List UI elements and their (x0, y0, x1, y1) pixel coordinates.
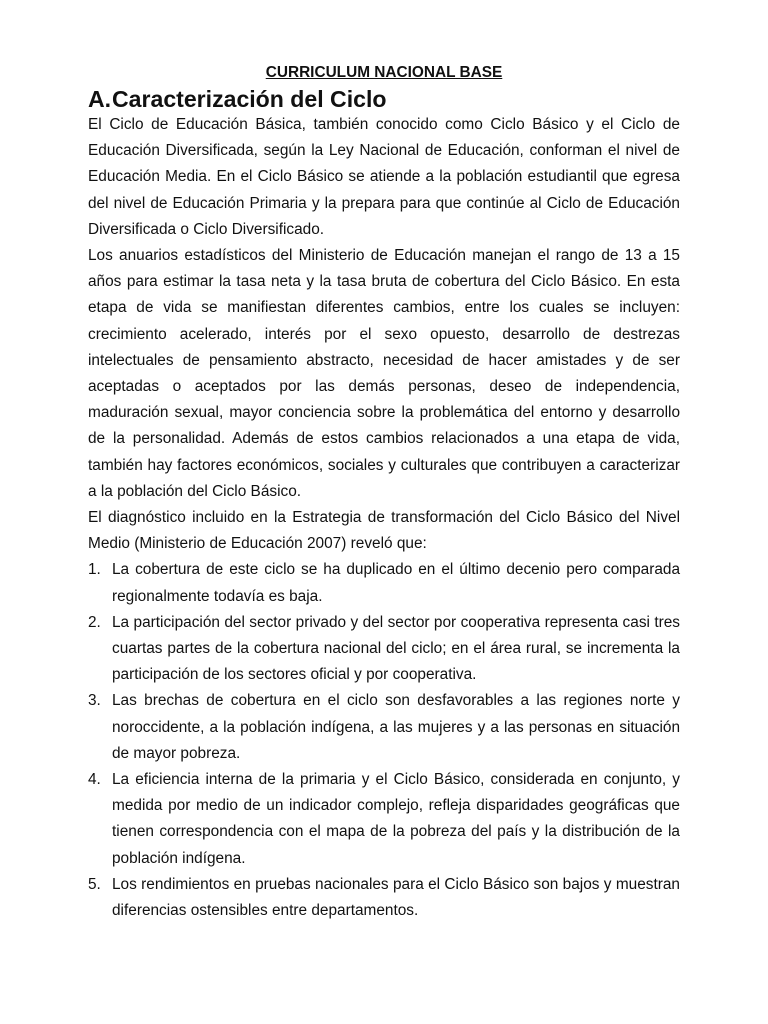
paragraph: Los anuarios estadísticos del Ministerio de Educación manejan el rango de 13 a 15 años para estimar la tasa neta y la tasa bruta de cobertura del Ciclo Básico. En esta etapa de vida se manifiestan diferentes cambios, entre los cuales se incluyen: crecimiento acelerado, interés por el sexo opuesto, desarrollo de destrezas intelectuales de pensamiento abstracto, necesidad de hacer amistades y de ser aceptadas o aceptados por las demás personas, deseo de independencia, maduración sexual, mayor conciencia sobre la problemática del entorno y desarrollo de la personalidad. Además de estos cambios relacionados a una etapa de vida, también hay factores económicos, sociales y culturales que contribuyen a caracterizar a la población del Ciclo Básico. (88, 247, 680, 500)
list-item-number: 5. (88, 875, 101, 893)
section-letter: A. (88, 86, 112, 112)
paragraph: El diagnóstico incluido en la Estrategia de transformación del Ciclo Básico del Nivel Medio (Ministerio de Educación 2007) reveló que: (88, 509, 680, 553)
list-item-text: La eficiencia interna de la primaria y el Ciclo Básico, considerada en conjunto, y medida por medio de un indicador complejo, refleja disparidades geográficas que tienen correspondencia con el mapa de la pobreza del país y la distribución de la población indígena. (112, 771, 680, 867)
document-page (88, 60, 680, 924)
list-item-text: La participación del sector privado y del sector por cooperativa representa casi tres cuartas partes de la cobertura nacional del ciclo; en el área rural, se incrementa la participación de los sectores oficial y por cooperativa. (112, 613, 680, 684)
list-item-number: 1. (88, 561, 101, 579)
list-item-number: 3. (88, 692, 101, 710)
paragraph: El Ciclo de Educación Básica, también conocido como Ciclo Básico y el Ciclo de Educación Diversificada, según la Ley Nacional de Educación, conforman el nivel de Educación Media. En el Ciclo Básico se atiende a la población estudiantil que egresa del nivel de Educación Primaria y la prepara para que continúe al Ciclo de Educación Diversificada o Ciclo Diversificado. (88, 116, 680, 238)
list-item-text: Los rendimientos en pruebas nacionales para el Ciclo Básico son bajos y muestran diferencias ostensibles entre departamentos. (112, 875, 680, 920)
list-item-number: 4. (88, 771, 101, 789)
section-heading-text: Caracterización del Ciclo (112, 86, 387, 112)
document-title: CURRICULUM NACIONAL BASE (265, 64, 503, 81)
list-item-text: Las brechas de cobertura en el ciclo son desfavorables a las regiones norte y noroccidente, a la población indígena, a las mujeres y a las personas en situación de mayor pobreza. (112, 692, 680, 762)
section-heading (88, 86, 680, 112)
list-item (88, 610, 680, 689)
findings-list (88, 557, 680, 924)
list-item (88, 872, 680, 924)
list-item-number: 2. (88, 613, 101, 631)
list-item (88, 557, 680, 609)
list-item (88, 767, 680, 872)
list-item-text: La cobertura de este ciclo se ha duplicado en el último decenio pero comparada regionalmente todavía es baja. (112, 561, 680, 605)
list-item (88, 688, 680, 767)
